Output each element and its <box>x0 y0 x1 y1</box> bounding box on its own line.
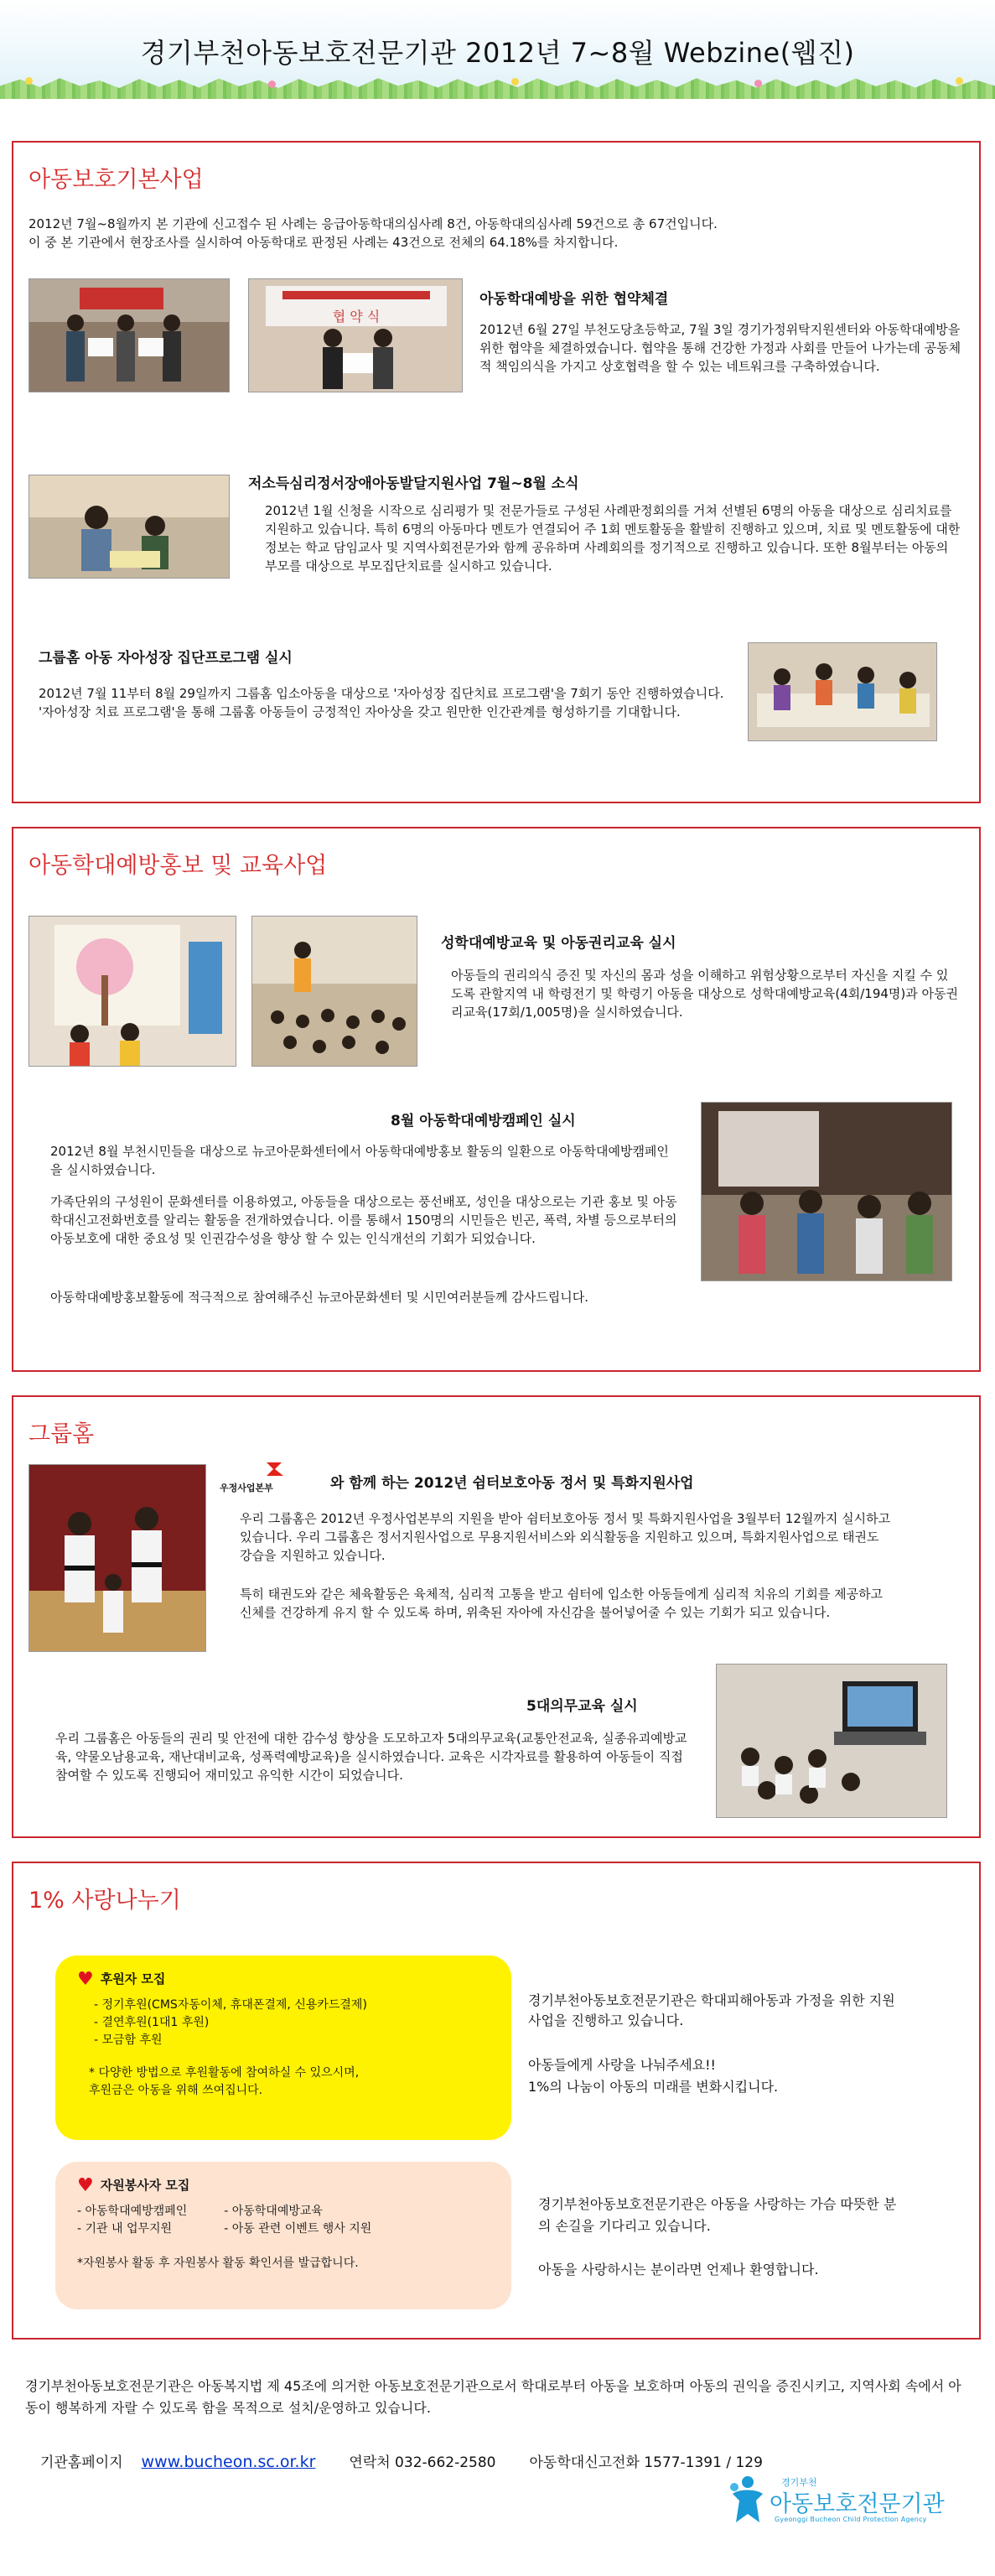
section-basic-services <box>12 141 981 803</box>
group-program-text: 2012년 7월 11부터 8월 29일까지 그룹홈 입소아동을 대상으로 '자아성장 집단치료 프로그램'을 7회기 동안 진행하였습니다. '자아성장 치료 프로그램'을 통해 그룹홈 아동들이 긍정적인 자아상을 갖고 원만한 인간관계를 형성하기를 기대합니다. <box>39 686 724 719</box>
homepage-link[interactable]: www.bucheon.sc.or.kr <box>141 2453 316 2471</box>
volunteer-note: *자원봉사 활동 후 자원봉사 활동 확인서를 발급합니다. <box>77 2257 359 2270</box>
section-grouphome <box>12 1395 981 1838</box>
footer-contact <box>40 2450 763 2471</box>
flower-decoration <box>511 78 519 86</box>
agreement-banner-text: 협 약 식 <box>332 309 381 325</box>
donor-card-title: 후원자 모집 <box>100 1971 166 1987</box>
lowincome-title: 저소득심리정서장애아동발달지원사업 7월~8월 소식 <box>248 475 579 492</box>
group-program-photo <box>748 642 937 741</box>
volunteer-card-header <box>77 2174 490 2196</box>
hotline-number: 아동학대신고전화 1577-1391 / 129 <box>529 2454 763 2471</box>
donor-card <box>55 1955 511 2140</box>
homepage-label: 기관홈페이지 <box>40 2454 123 2471</box>
volunteer-card-title: 자원봉사자 모집 <box>100 2178 190 2193</box>
volunteer-item: - 아동학대예방교육 <box>224 2205 323 2218</box>
volunteer-col-1 <box>77 2203 187 2238</box>
webzine-header <box>0 0 995 99</box>
heart-icon: ♥ <box>77 1968 94 1990</box>
agreement-photo-1 <box>29 278 230 392</box>
post-office-logo <box>216 1459 300 1493</box>
campaign-text-2: 가족단위의 구성원이 문화센터를 이용하였고, 아동들을 대상으로는 풍선배포, 성인을 대상으로는 기관 홍보 및 아동학대신고전화번호를 알리는 활동을 전개하였습니다. 이를 통해서 150명의 시민들은 빈곤, 폭력, 차별 등으로부터의 아동보호에 대한 중요성 및 인권감수성을 향상 할 수 있는 인식개선의 기회가 되었습니다. <box>50 1194 677 1246</box>
flower-decoration <box>25 77 33 85</box>
intro-text: 2012년 7월~8월까지 본 기관에 신고접수 된 사례는 응급아동학대의심사례 8건, 아동학대의심사례 59건으로 총 67건입니다. 이 중 본 기관에서 현장조사를 실시하여 아동학대로 판정된 사례는 43건으로 전체의 64.18%를 차지합니다. <box>29 216 718 250</box>
education-text: 아동들의 권리의식 증진 및 자신의 몸과 성을 이해하고 위험상황으로부터 자신을 지킬 수 있도록 관할지역 내 학령전기 및 학령기 아동을 대상으로 성학대예방교육(4회/194명)과 아동권리교육(17회/1,005명)을 실시하였습니다. <box>451 968 958 1020</box>
agreement-title: 아동학대예방을 위한 협약체결 <box>479 291 669 308</box>
section-title: 그룹홈 <box>29 1421 95 1447</box>
flower-decoration <box>956 77 963 85</box>
post-office-logo-text: 우정사업본부 <box>220 1483 273 1493</box>
page-title: 경기부천아동보호전문기관 2012년 7~8월 Webzine(웹진) <box>140 37 855 69</box>
group-program-title: 그룹홈 아동 자아성장 집단프로그램 실시 <box>39 650 293 667</box>
donor-side-3: 1%의 나눔이 아동의 미래를 변화시킵니다. <box>528 2079 779 2095</box>
campaign-text-1: 2012년 8월 부천시민들을 대상으로 뉴코아문화센터에서 아동학대예방홍보 활동의 일환으로 아동학대예방캠페인을 실시하였습니다. <box>50 1144 669 1177</box>
heart-icon: ♥ <box>77 2174 94 2196</box>
grass-decoration <box>0 77 995 99</box>
footer-description: 경기부천아동보호전문기관은 아동복지법 제 45조에 의거한 아동보호전문기관으로서 학대로부터 아동을 보호하며 아동의 권익을 증진시키고, 지역사회 속에서 아동이 행복하게 자랄 수 있도록 함을 목적으로 설치/운영하고 있습니다. <box>25 2378 961 2416</box>
donor-side-2: 아동들에게 사랑을 나눠주세요!! <box>528 2057 716 2073</box>
volunteer-col-2 <box>224 2203 371 2238</box>
support-title: 와 함께 하는 2012년 쉼터보호아동 정서 및 특화지원사업 <box>330 1475 694 1492</box>
campaign-title: 8월 아동학대예방캠페인 실시 <box>391 1113 576 1130</box>
phone-number: 연락처 032-662-2580 <box>349 2454 496 2471</box>
volunteer-items <box>77 2203 490 2238</box>
support-text-1: 우리 그룹홈은 2012년 우정사업본부의 지원을 받아 쉼터보호아동 정서 및 특화지원사업을 3월부터 12월까지 실시하고 있습니다. 우리 그룹홈은 정서지원사업으로 무용지원서비스와 외식활동을 지원하고 있으며, 특화지원사업으로 태권도 강습을 지원하고 있습니다. <box>240 1511 891 1563</box>
education-photo-2 <box>251 916 417 1067</box>
donor-item: - 모금함 후원 <box>94 2033 163 2047</box>
campaign-photo <box>701 1102 952 1281</box>
agency-logo-icon <box>723 2474 770 2526</box>
education-title: 성학대예방교육 및 아동권리교육 실시 <box>441 935 676 952</box>
agreement-photo-2 <box>248 278 463 392</box>
donor-card-header <box>77 1968 490 1990</box>
post-office-logo-icon <box>216 1459 300 1479</box>
agency-logo-english: Gyeonggi Bucheon Child Protection Agency <box>775 2516 927 2523</box>
donor-item: - 정기후원(CMS자동이체, 휴대폰결제, 신용카드결제) <box>94 1998 367 2012</box>
section-title: 1% 사랑나누기 <box>29 1888 181 1914</box>
flower-decoration <box>754 80 762 87</box>
agreement-text: 2012년 6월 27일 부천도당초등학교, 7월 3일 경기가정위탁지원센터와 아동학대예방을 위한 협약을 체결하였습니다. 협약을 통해 건강한 가정과 사회를 만들어 나가는데 공동체적 책임의식을 가지고 상호협력을 할 수 있는 네트워크를 구축하였습니다. <box>479 322 961 374</box>
taekwondo-photo <box>29 1464 206 1652</box>
section-sharing <box>12 1862 981 2340</box>
support-text-2: 특히 태권도와 같은 체육활동은 육체적, 심리적 고통을 받고 쉼터에 입소한 아동들에게 심리적 치유의 기회를 제공하고 신체를 건강하게 유지 할 수 있도록 하며, 위축된 자아에 자신감을 불어넣어줄 수 있는 기회가 되고 있습니다. <box>240 1587 884 1620</box>
volunteer-side-1: 경기부천아동보호전문기관은 아동을 사랑하는 가슴 따뜻한 분의 손길을 기다리고 있습니다. <box>538 2196 897 2234</box>
agency-logo-region: 경기부천 <box>781 2477 817 2488</box>
section-title: 아동보호기본사업 <box>29 167 204 193</box>
volunteer-item: - 아동 관련 이벤트 행사 지원 <box>224 2222 372 2236</box>
volunteer-item: - 기관 내 업무지원 <box>77 2222 173 2236</box>
donor-note: * 다양한 방법으로 후원활동에 참여하실 수 있으시며, 후원금은 아동을 위해 쓰여집니다. <box>89 2066 360 2097</box>
campaign-text-3: 아동학대예방홍보활동에 적극적으로 참여해주신 뉴코아문화센터 및 시민여러분들께 감사드립니다. <box>50 1290 588 1305</box>
volunteer-side-2: 아동을 사랑하시는 분이라면 언제나 환영합니다. <box>538 2262 819 2277</box>
section-title: 아동학대예방홍보 및 교육사업 <box>29 853 328 879</box>
agency-logo <box>723 2470 979 2527</box>
flower-decoration <box>268 80 276 88</box>
agency-logo-name: 아동보호전문기관 <box>770 2491 945 2517</box>
volunteer-card <box>55 2162 511 2309</box>
section-prevention <box>12 827 981 1372</box>
fivelaw-text: 우리 그룹홈은 아동들의 권리 및 안전에 대한 감수성 향상을 도모하고자 5대의무교육(교통안전교육, 실종유괴예방교육, 약물오남용교육, 재난대비교육, 성폭력예방교육)을 실시하였습니다. 교육은 시각자료를 활용하여 아동들이 직접 참여할 수 있도록 진행되어 재미있고 유익한 시간이 되었습니다. <box>55 1731 687 1783</box>
donor-side-1: 경기부천아동보호전문기관은 학대피해아동과 가정을 위한 지원사업을 진행하고 있습니다. <box>528 1992 895 2028</box>
fivelaw-title: 5대의무교육 실시 <box>526 1698 638 1715</box>
lowincome-text: 2012년 1월 신청을 시작으로 심리평가 및 전문가들로 구성된 사례판정회의를 거쳐 선별된 6명의 아동을 대상으로 심리치료를 지원하고 있습니다. 특히 6명의 아동마다 멘토가 연결되어 주 1회 멘토활동을 활발히 진행하고 있으며, 치료 및 멘토활동에 대한 정보는 학교 담임교사 및 지역사회전문가와 함께 공유하며 사례회의를 정기적으로 진행하고 있습니다. 또한 8월부터는 아동의 부모를 대상으로 부모집단치료를 실시하고 있습니다. <box>265 503 961 574</box>
fivelaw-photo <box>716 1664 947 1818</box>
donor-item: - 결연후원(1대1 후원) <box>94 2016 210 2029</box>
volunteer-item: - 아동학대예방캠페인 <box>77 2205 188 2218</box>
therapy-photo <box>29 475 230 579</box>
education-photo-1 <box>29 916 236 1067</box>
